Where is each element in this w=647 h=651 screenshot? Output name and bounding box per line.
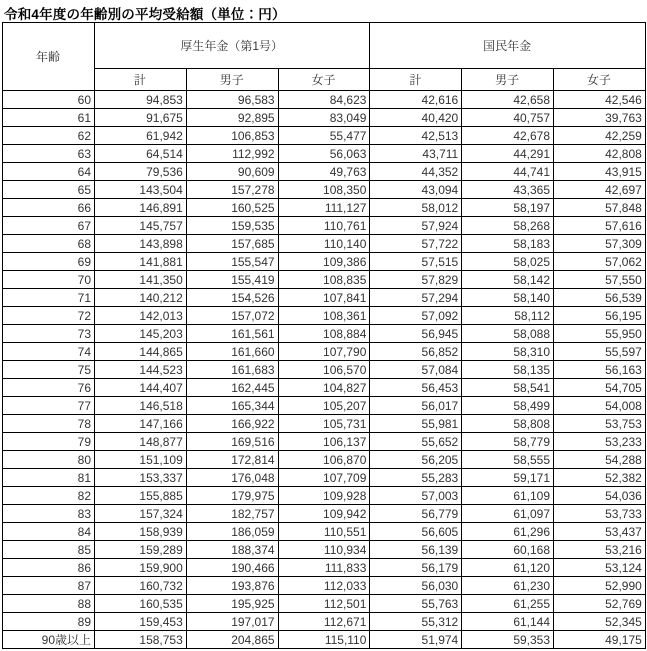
table-row <box>3 127 646 145</box>
value-cell: 108,884 <box>278 325 370 343</box>
value-cell: 56,852 <box>370 343 462 361</box>
age-cell: 61 <box>3 109 95 127</box>
value-cell: 61,296 <box>462 523 554 541</box>
value-cell: 56,605 <box>370 523 462 541</box>
value-cell: 145,757 <box>95 217 187 235</box>
value-cell: 155,885 <box>95 487 187 505</box>
value-cell: 107,841 <box>278 289 370 307</box>
value-cell: 42,697 <box>554 181 646 199</box>
age-cell: 73 <box>3 325 95 343</box>
value-cell: 144,865 <box>95 343 187 361</box>
value-cell: 162,445 <box>186 379 278 397</box>
value-cell: 169,516 <box>186 433 278 451</box>
age-cell: 78 <box>3 415 95 433</box>
table-header <box>3 23 646 91</box>
value-cell: 106,853 <box>186 127 278 145</box>
value-cell: 159,900 <box>95 559 187 577</box>
value-cell: 57,829 <box>370 271 462 289</box>
value-cell: 43,365 <box>462 181 554 199</box>
table-row <box>3 415 646 433</box>
age-cell: 79 <box>3 433 95 451</box>
value-cell: 176,048 <box>186 469 278 487</box>
value-cell: 115,110 <box>278 631 370 649</box>
value-cell: 61,109 <box>462 487 554 505</box>
value-cell: 160,535 <box>95 595 187 613</box>
value-cell: 58,112 <box>462 307 554 325</box>
value-cell: 56,195 <box>554 307 646 325</box>
value-cell: 161,660 <box>186 343 278 361</box>
table-row <box>3 559 646 577</box>
value-cell: 58,197 <box>462 199 554 217</box>
value-cell: 160,732 <box>95 577 187 595</box>
age-cell: 89 <box>3 613 95 631</box>
value-cell: 59,353 <box>462 631 554 649</box>
value-cell: 53,437 <box>554 523 646 541</box>
value-cell: 155,419 <box>186 271 278 289</box>
value-cell: 58,140 <box>462 289 554 307</box>
age-cell: 68 <box>3 235 95 253</box>
value-cell: 42,808 <box>554 145 646 163</box>
table-row <box>3 577 646 595</box>
value-cell: 56,205 <box>370 451 462 469</box>
table-row <box>3 541 646 559</box>
value-cell: 161,561 <box>186 325 278 343</box>
table-row <box>3 217 646 235</box>
value-cell: 57,515 <box>370 253 462 271</box>
value-cell: 107,709 <box>278 469 370 487</box>
value-cell: 58,088 <box>462 325 554 343</box>
value-cell: 55,312 <box>370 613 462 631</box>
value-cell: 58,268 <box>462 217 554 235</box>
value-cell: 52,382 <box>554 469 646 487</box>
value-cell: 110,140 <box>278 235 370 253</box>
value-cell: 197,017 <box>186 613 278 631</box>
value-cell: 148,877 <box>95 433 187 451</box>
table-row <box>3 433 646 451</box>
value-cell: 44,352 <box>370 163 462 181</box>
table-row <box>3 469 646 487</box>
value-cell: 143,898 <box>95 235 187 253</box>
value-cell: 195,925 <box>186 595 278 613</box>
value-cell: 57,003 <box>370 487 462 505</box>
age-cell: 74 <box>3 343 95 361</box>
kosei-nenkin-group-header: 厚生年金（第1号） <box>95 23 370 69</box>
value-cell: 56,539 <box>554 289 646 307</box>
kokumin-female-header: 女子 <box>554 69 646 91</box>
age-cell: 87 <box>3 577 95 595</box>
value-cell: 58,541 <box>462 379 554 397</box>
value-cell: 43,915 <box>554 163 646 181</box>
value-cell: 158,753 <box>95 631 187 649</box>
value-cell: 64,514 <box>95 145 187 163</box>
header-sub-row <box>3 69 646 91</box>
value-cell: 154,526 <box>186 289 278 307</box>
kokumin-nenkin-group-header: 国民年金 <box>370 23 645 69</box>
value-cell: 157,278 <box>186 181 278 199</box>
age-cell: 71 <box>3 289 95 307</box>
value-cell: 153,337 <box>95 469 187 487</box>
value-cell: 157,324 <box>95 505 187 523</box>
value-cell: 161,683 <box>186 361 278 379</box>
value-cell: 56,030 <box>370 577 462 595</box>
value-cell: 108,835 <box>278 271 370 289</box>
value-cell: 58,555 <box>462 451 554 469</box>
value-cell: 110,761 <box>278 217 370 235</box>
value-cell: 104,827 <box>278 379 370 397</box>
value-cell: 58,499 <box>462 397 554 415</box>
value-cell: 105,207 <box>278 397 370 415</box>
value-cell: 44,741 <box>462 163 554 181</box>
table-row <box>3 235 646 253</box>
value-cell: 56,139 <box>370 541 462 559</box>
table-row <box>3 181 646 199</box>
table-row <box>3 487 646 505</box>
value-cell: 61,097 <box>462 505 554 523</box>
value-cell: 58,779 <box>462 433 554 451</box>
table-row <box>3 253 646 271</box>
value-cell: 57,722 <box>370 235 462 253</box>
age-cell: 76 <box>3 379 95 397</box>
value-cell: 55,283 <box>370 469 462 487</box>
value-cell: 55,763 <box>370 595 462 613</box>
value-cell: 92,895 <box>186 109 278 127</box>
value-cell: 84,623 <box>278 91 370 109</box>
value-cell: 190,466 <box>186 559 278 577</box>
value-cell: 140,212 <box>95 289 187 307</box>
value-cell: 52,769 <box>554 595 646 613</box>
value-cell: 157,685 <box>186 235 278 253</box>
kosei-total-header: 計 <box>95 69 187 91</box>
table-row <box>3 199 646 217</box>
kokumin-male-header: 男子 <box>462 69 554 91</box>
value-cell: 57,848 <box>554 199 646 217</box>
value-cell: 57,309 <box>554 235 646 253</box>
value-cell: 60,168 <box>462 541 554 559</box>
value-cell: 79,536 <box>95 163 187 181</box>
value-cell: 49,175 <box>554 631 646 649</box>
value-cell: 53,233 <box>554 433 646 451</box>
value-cell: 56,453 <box>370 379 462 397</box>
table-row <box>3 379 646 397</box>
age-cell: 66 <box>3 199 95 217</box>
value-cell: 204,865 <box>186 631 278 649</box>
age-cell: 70 <box>3 271 95 289</box>
age-cell: 72 <box>3 307 95 325</box>
age-column-header: 年齢 <box>3 23 95 91</box>
value-cell: 112,033 <box>278 577 370 595</box>
age-cell: 64 <box>3 163 95 181</box>
value-cell: 58,142 <box>462 271 554 289</box>
value-cell: 56,179 <box>370 559 462 577</box>
value-cell: 61,144 <box>462 613 554 631</box>
value-cell: 61,120 <box>462 559 554 577</box>
value-cell: 42,616 <box>370 91 462 109</box>
table-row <box>3 505 646 523</box>
table-row <box>3 289 646 307</box>
table-row <box>3 145 646 163</box>
value-cell: 106,870 <box>278 451 370 469</box>
value-cell: 55,950 <box>554 325 646 343</box>
value-cell: 159,535 <box>186 217 278 235</box>
value-cell: 110,934 <box>278 541 370 559</box>
value-cell: 157,072 <box>186 307 278 325</box>
value-cell: 57,084 <box>370 361 462 379</box>
value-cell: 141,350 <box>95 271 187 289</box>
table-body <box>3 91 646 649</box>
value-cell: 53,753 <box>554 415 646 433</box>
value-cell: 44,291 <box>462 145 554 163</box>
value-cell: 42,259 <box>554 127 646 145</box>
value-cell: 56,017 <box>370 397 462 415</box>
age-cell: 85 <box>3 541 95 559</box>
value-cell: 42,513 <box>370 127 462 145</box>
value-cell: 55,477 <box>278 127 370 145</box>
table-row <box>3 91 646 109</box>
value-cell: 54,705 <box>554 379 646 397</box>
value-cell: 56,945 <box>370 325 462 343</box>
table-row <box>3 271 646 289</box>
table-row <box>3 343 646 361</box>
value-cell: 165,344 <box>186 397 278 415</box>
value-cell: 172,814 <box>186 451 278 469</box>
value-cell: 57,616 <box>554 217 646 235</box>
value-cell: 96,583 <box>186 91 278 109</box>
value-cell: 56,163 <box>554 361 646 379</box>
value-cell: 182,757 <box>186 505 278 523</box>
value-cell: 111,833 <box>278 559 370 577</box>
table-row <box>3 451 646 469</box>
value-cell: 188,374 <box>186 541 278 559</box>
kokumin-total-header: 計 <box>370 69 462 91</box>
value-cell: 166,922 <box>186 415 278 433</box>
age-cell: 60 <box>3 91 95 109</box>
table-row <box>3 109 646 127</box>
table-row <box>3 523 646 541</box>
value-cell: 106,137 <box>278 433 370 451</box>
value-cell: 58,183 <box>462 235 554 253</box>
value-cell: 158,939 <box>95 523 187 541</box>
age-cell: 81 <box>3 469 95 487</box>
age-cell: 80 <box>3 451 95 469</box>
value-cell: 55,597 <box>554 343 646 361</box>
value-cell: 55,981 <box>370 415 462 433</box>
value-cell: 40,757 <box>462 109 554 127</box>
page-title: 令和4年度の年齢別の平均受給額（単位：円） <box>4 7 286 22</box>
value-cell: 54,036 <box>554 487 646 505</box>
value-cell: 61,255 <box>462 595 554 613</box>
value-cell: 146,518 <box>95 397 187 415</box>
value-cell: 109,942 <box>278 505 370 523</box>
value-cell: 57,062 <box>554 253 646 271</box>
value-cell: 42,678 <box>462 127 554 145</box>
value-cell: 58,310 <box>462 343 554 361</box>
value-cell: 58,012 <box>370 199 462 217</box>
value-cell: 53,216 <box>554 541 646 559</box>
pension-table <box>2 22 646 649</box>
value-cell: 142,013 <box>95 307 187 325</box>
value-cell: 90,609 <box>186 163 278 181</box>
value-cell: 160,525 <box>186 199 278 217</box>
value-cell: 155,547 <box>186 253 278 271</box>
header-group-row <box>3 23 646 69</box>
value-cell: 53,124 <box>554 559 646 577</box>
value-cell: 61,230 <box>462 577 554 595</box>
table-row <box>3 595 646 613</box>
value-cell: 56,779 <box>370 505 462 523</box>
value-cell: 43,094 <box>370 181 462 199</box>
table-row <box>3 361 646 379</box>
value-cell: 107,790 <box>278 343 370 361</box>
age-cell: 82 <box>3 487 95 505</box>
value-cell: 57,550 <box>554 271 646 289</box>
value-cell: 144,407 <box>95 379 187 397</box>
value-cell: 179,975 <box>186 487 278 505</box>
value-cell: 112,992 <box>186 145 278 163</box>
age-cell: 84 <box>3 523 95 541</box>
kosei-female-header: 女子 <box>278 69 370 91</box>
table-row <box>3 613 646 631</box>
value-cell: 151,109 <box>95 451 187 469</box>
value-cell: 109,928 <box>278 487 370 505</box>
value-cell: 52,990 <box>554 577 646 595</box>
value-cell: 112,501 <box>278 595 370 613</box>
value-cell: 49,763 <box>278 163 370 181</box>
value-cell: 108,361 <box>278 307 370 325</box>
value-cell: 94,853 <box>95 91 187 109</box>
value-cell: 54,008 <box>554 397 646 415</box>
value-cell: 53,733 <box>554 505 646 523</box>
table-row <box>3 631 646 649</box>
value-cell: 51,974 <box>370 631 462 649</box>
value-cell: 111,127 <box>278 199 370 217</box>
value-cell: 193,876 <box>186 577 278 595</box>
table-row <box>3 397 646 415</box>
value-cell: 83,049 <box>278 109 370 127</box>
value-cell: 147,166 <box>95 415 187 433</box>
value-cell: 144,523 <box>95 361 187 379</box>
age-cell: 75 <box>3 361 95 379</box>
age-cell: 62 <box>3 127 95 145</box>
table-row <box>3 163 646 181</box>
age-cell: 90歳以上 <box>3 631 95 649</box>
value-cell: 112,671 <box>278 613 370 631</box>
value-cell: 109,386 <box>278 253 370 271</box>
age-cell: 63 <box>3 145 95 163</box>
value-cell: 105,731 <box>278 415 370 433</box>
value-cell: 58,025 <box>462 253 554 271</box>
value-cell: 43,711 <box>370 145 462 163</box>
value-cell: 59,171 <box>462 469 554 487</box>
value-cell: 186,059 <box>186 523 278 541</box>
value-cell: 55,652 <box>370 433 462 451</box>
value-cell: 141,881 <box>95 253 187 271</box>
value-cell: 42,546 <box>554 91 646 109</box>
table-row <box>3 325 646 343</box>
value-cell: 56,063 <box>278 145 370 163</box>
value-cell: 106,570 <box>278 361 370 379</box>
value-cell: 52,345 <box>554 613 646 631</box>
value-cell: 57,924 <box>370 217 462 235</box>
value-cell: 58,808 <box>462 415 554 433</box>
value-cell: 159,453 <box>95 613 187 631</box>
value-cell: 57,294 <box>370 289 462 307</box>
age-cell: 77 <box>3 397 95 415</box>
value-cell: 108,350 <box>278 181 370 199</box>
value-cell: 39,763 <box>554 109 646 127</box>
value-cell: 159,289 <box>95 541 187 559</box>
age-cell: 69 <box>3 253 95 271</box>
age-cell: 86 <box>3 559 95 577</box>
value-cell: 57,092 <box>370 307 462 325</box>
value-cell: 42,658 <box>462 91 554 109</box>
age-cell: 83 <box>3 505 95 523</box>
value-cell: 110,551 <box>278 523 370 541</box>
value-cell: 54,288 <box>554 451 646 469</box>
value-cell: 58,135 <box>462 361 554 379</box>
value-cell: 143,504 <box>95 181 187 199</box>
age-cell: 88 <box>3 595 95 613</box>
table-row <box>3 307 646 325</box>
value-cell: 146,891 <box>95 199 187 217</box>
value-cell: 61,942 <box>95 127 187 145</box>
value-cell: 145,203 <box>95 325 187 343</box>
age-cell: 65 <box>3 181 95 199</box>
kosei-male-header: 男子 <box>186 69 278 91</box>
value-cell: 40,420 <box>370 109 462 127</box>
value-cell: 91,675 <box>95 109 187 127</box>
age-cell: 67 <box>3 217 95 235</box>
